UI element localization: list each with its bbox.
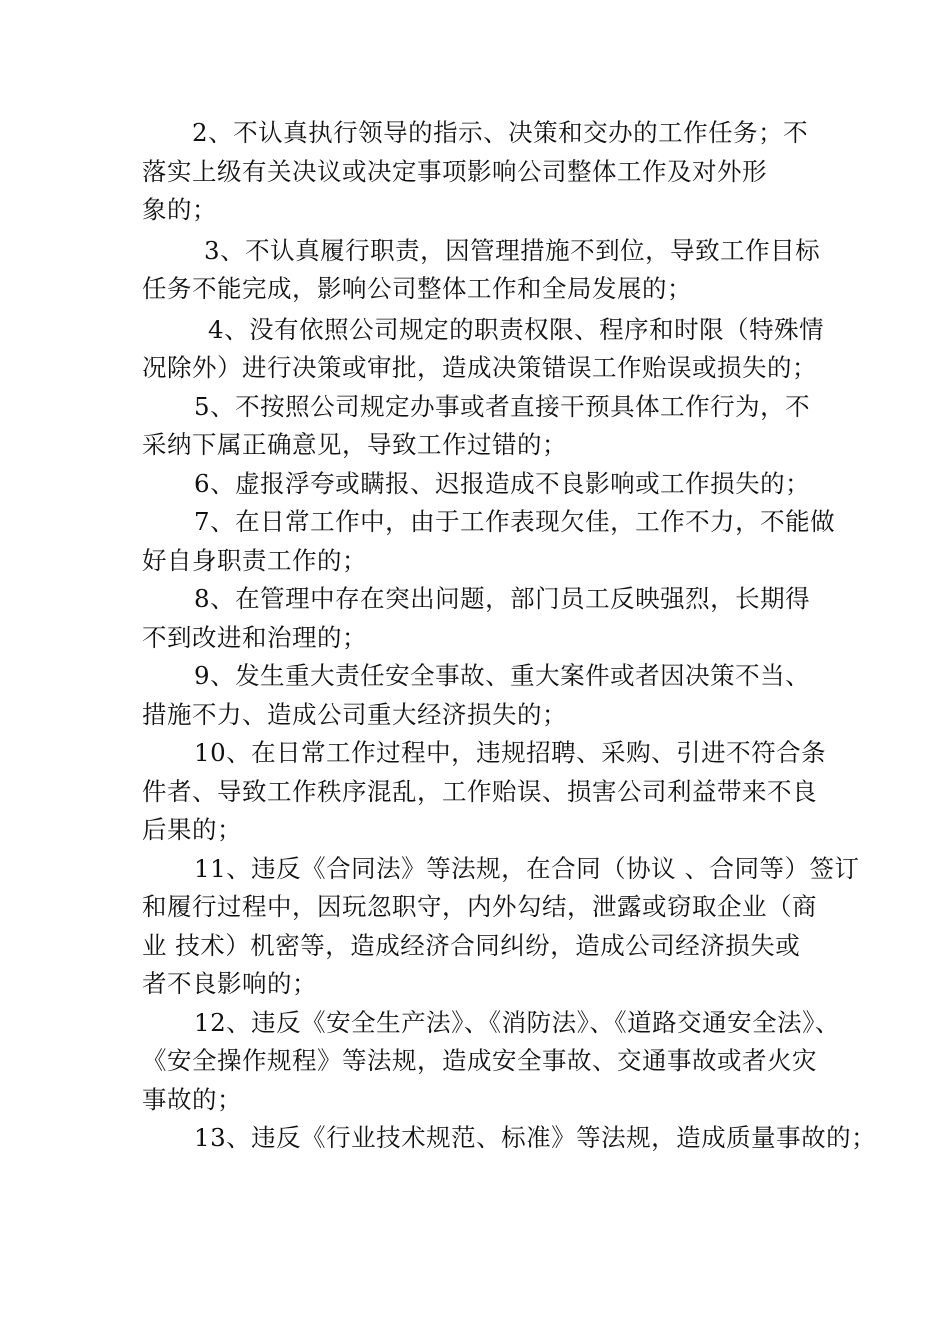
text-line: 措施不力、造成公司重大经济损失的； bbox=[142, 699, 567, 729]
text-line: 不到改进和治理的； bbox=[142, 622, 367, 652]
paragraph-item-11 bbox=[142, 850, 860, 1004]
paragraph-item-6 bbox=[142, 465, 832, 504]
text-line: 况除外）进行决策或审批，造成决策错误工作贻误或损失的； bbox=[142, 353, 817, 382]
paragraph-item-4 bbox=[142, 311, 832, 388]
text-line: 好自身职责工作的； bbox=[142, 545, 367, 575]
text-line: 2、不认真执行领导的指示、决策和交办的工作任务；不 bbox=[192, 118, 809, 147]
text-line: 事故的； bbox=[142, 1084, 242, 1114]
paragraph-item-9 bbox=[142, 657, 832, 734]
text-line: 9、发生重大责任安全事故、重大案件或者因决策不当、 bbox=[194, 661, 811, 690]
text-line: 后果的； bbox=[142, 815, 242, 844]
text-line: 采纳下属正确意见，导致工作过错的； bbox=[142, 430, 567, 459]
paragraph-item-10 bbox=[142, 734, 832, 850]
text-line: 6、虚报浮夸或瞒报、迟报造成不良影响或工作损失的； bbox=[194, 468, 811, 498]
text-line: 业 技术）机密等，造成经济合同纠纷，造成公司经济损失或 bbox=[142, 930, 801, 960]
document-body bbox=[142, 114, 877, 1158]
text-line: 13、违反《行业技术规范、标准》等法规，造成质量事故的； bbox=[194, 1123, 877, 1152]
text-line: 4、没有依照公司规定的职责权限、程序和时限（特殊情 bbox=[208, 314, 825, 344]
text-line: 落实上级有关决议或决定事项影响公司整体工作及对外形 bbox=[142, 156, 767, 186]
text-line: 10、在日常工作过程中，违规招聘、采购、引进不符合条 bbox=[194, 738, 827, 767]
text-line: 8、在管理中存在突出问题，部门员工反映强烈，长期得 bbox=[194, 584, 811, 613]
text-line: 和履行过程中，因玩忽职守，内外勾结，泄露或窃取企业（商 bbox=[142, 892, 817, 921]
paragraph-item-8 bbox=[142, 580, 832, 657]
text-line: 11、违反《合同法》等法规，在合同（协议 、合同等）签订 bbox=[194, 853, 860, 883]
text-line: 5、不按照公司规定办事或者直接干预具体工作行为，不 bbox=[194, 391, 811, 421]
paragraph-item-2 bbox=[142, 114, 832, 230]
text-line: 7、在日常工作中，由于工作表现欠佳，工作不力，不能做 bbox=[194, 507, 836, 536]
text-line: 者不良影响的； bbox=[142, 969, 317, 998]
text-line: 件者、导致工作秩序混乱，工作贻误、损害公司利益带来不良 bbox=[142, 776, 817, 806]
text-line: 3、不认真履行职责，因管理措施不到位，导致工作目标 bbox=[204, 235, 821, 265]
paragraph-item-13 bbox=[142, 1119, 877, 1158]
paragraph-item-5 bbox=[142, 388, 832, 465]
paragraph-item-3 bbox=[142, 232, 832, 309]
text-line: 《安全操作规程》等法规，造成安全事故、交通事故或者火灾 bbox=[142, 1046, 817, 1075]
paragraph-item-12 bbox=[142, 1004, 840, 1120]
text-line: 任务不能完成，影响公司整体工作和全局发展的； bbox=[142, 274, 692, 303]
paragraph-item-7 bbox=[142, 503, 836, 580]
text-line: 象的； bbox=[142, 195, 217, 224]
text-line: 12、违反《安全生产法》、《消防法》、《道路交通安全法》、 bbox=[194, 1007, 840, 1037]
